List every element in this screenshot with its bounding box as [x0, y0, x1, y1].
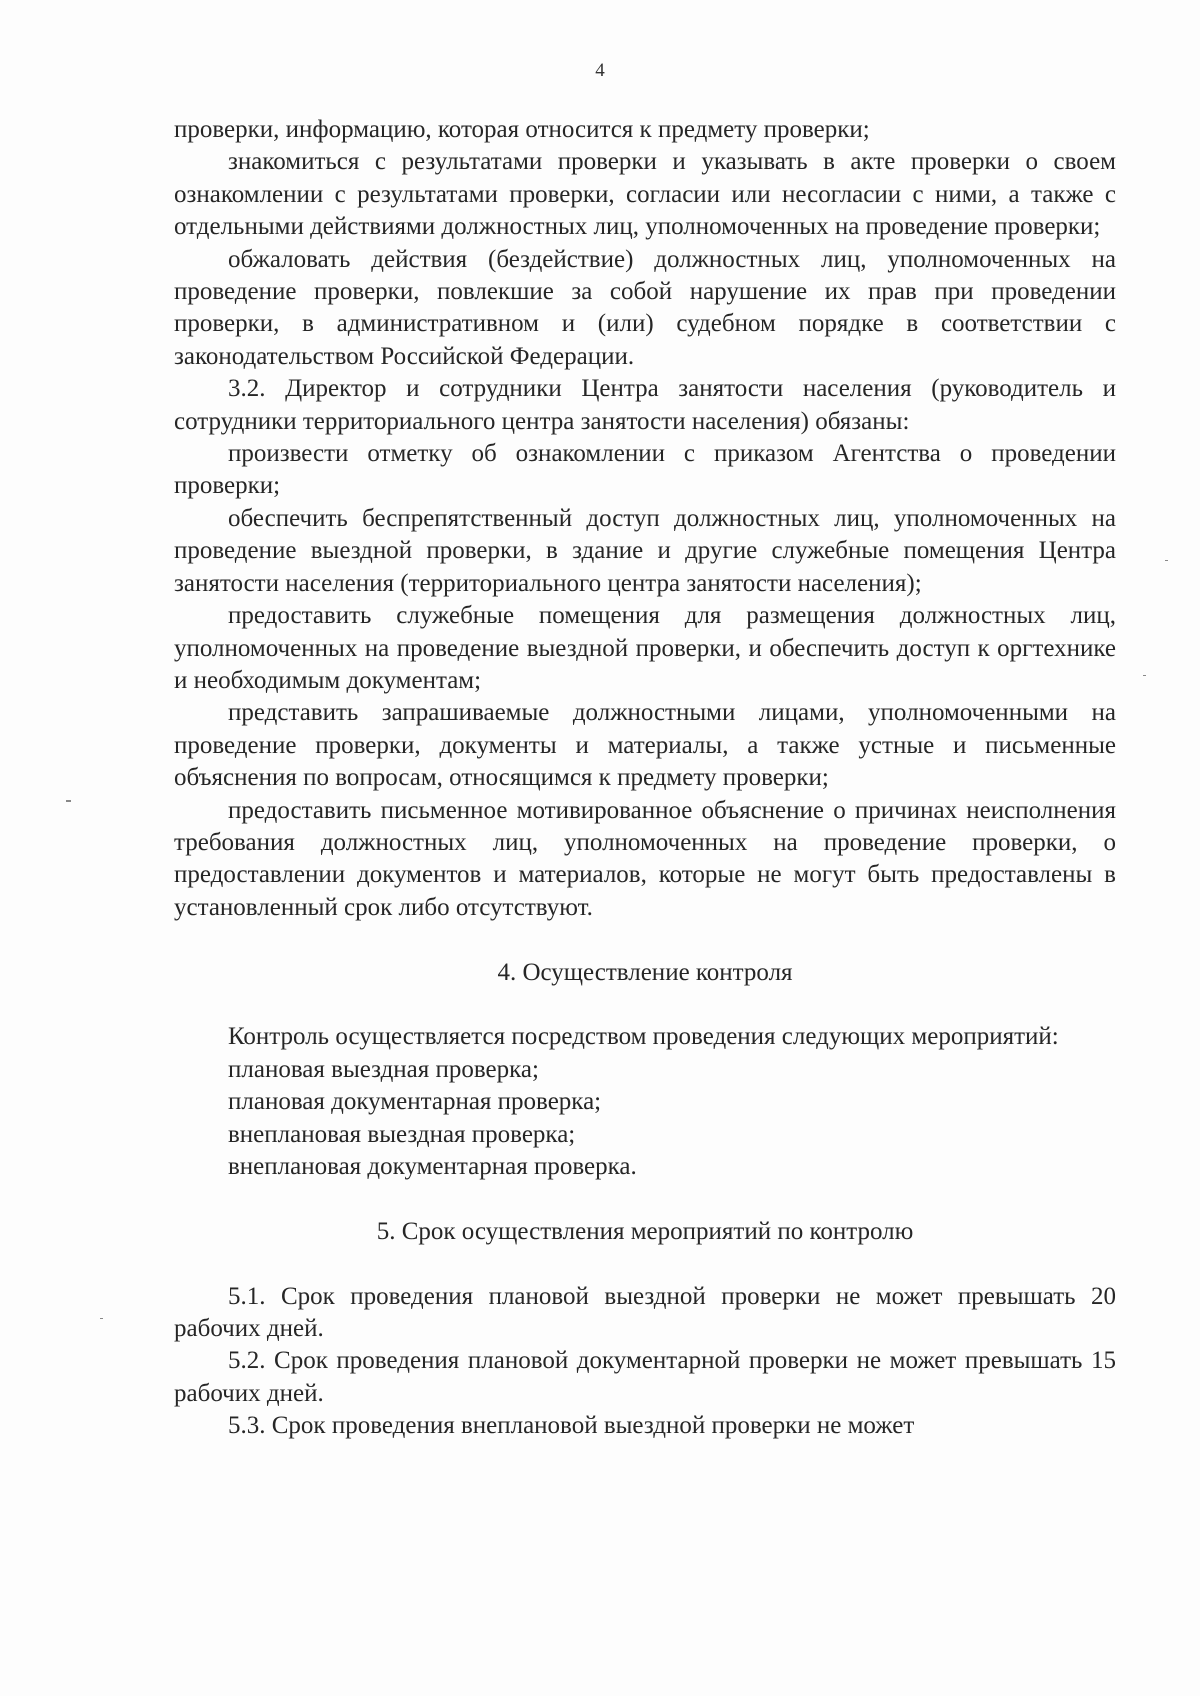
scan-speck [1165, 560, 1168, 561]
paragraph: обеспечить беспрепятственный доступ должностных лиц, уполномоченных на проведение выездной проверки, в здание и другие служебные помещения Центра занятости населения (территориального центра занятости населения); [174, 504, 1116, 597]
document-body [174, 114, 1116, 1443]
paragraph: 5.1. Срок проведения плановой выездной проверки не может превышать 20 рабочих дней. [174, 1282, 1116, 1342]
list-item: внеплановая выездная проверка; [228, 1120, 576, 1148]
section-heading: 4. Осуществление контроля [497, 958, 793, 986]
list-item: внеплановая документарная проверка. [228, 1152, 637, 1180]
scan-speck [100, 1318, 103, 1319]
paragraph: проверки, информацию, которая относится к предмету проверки; [174, 116, 870, 143]
paragraph: предоставить служебные помещения для размещения должностных лиц, уполномоченных на проведение выездной проверки, и обеспечить доступ к оргтехнике и необходимым документам; [174, 602, 1116, 694]
paragraph: произвести отметку об ознакомлении с приказом Агентства о проведении проверки; [174, 440, 1116, 500]
paragraph: 3.2. Директор и сотрудники Центра занятости населения (руководитель и сотрудники территориального центра занятости населения) обязаны: [174, 375, 1116, 435]
paragraph: предоставить письменное мотивированное объяснение о причинах неисполнения требования должностных лиц, уполномоченных на проведение проверки, о предоставлении документов и материалов, которые не могут быть предоставлены в установленный срок либо отсутствуют. [174, 796, 1116, 921]
spacer [174, 1248, 1116, 1280]
scan-speck [66, 800, 71, 802]
page-number: 4 [595, 60, 605, 81]
list-item: плановая документарная проверка; [228, 1088, 602, 1116]
paragraph: знакомиться с результатами проверки и указывать в акте проверки о своем ознакомлении с результатами проверки, согласии или несогласии с ними, а также с отдельными действиями должностных лиц, уполномоченных на проведение проверки; [174, 148, 1116, 241]
paragraph: Контроль осуществляется посредством проведения следующих мероприятий: [228, 1023, 1059, 1051]
spacer [174, 989, 1116, 1021]
spacer [174, 924, 1116, 956]
list-item: плановая выездная проверка; [228, 1055, 539, 1083]
paragraph: обжаловать действия (бездействие) должностных лиц, уполномоченных на проведение проверки, повлекшие за собой нарушение их прав при проведении проверки, в административном и (или) судебном порядке в соответствии с законодательством Российской Федерации. [174, 245, 1116, 370]
scan-speck [1143, 675, 1146, 676]
section-heading: 5. Срок осуществления мероприятий по контролю [376, 1217, 914, 1245]
paragraph: представить запрашиваемые должностными лицами, уполномоченными на проведение проверки, документы и материалы, а также устные и письменные объяснения по вопросам, относящимся к предмету проверки; [174, 699, 1116, 792]
spacer [174, 1183, 1116, 1215]
paragraph: 5.2. Срок проведения плановой документарной проверки не может превышать 15 рабочих дней. [174, 1347, 1116, 1407]
paragraph: 5.3. Срок проведения внеплановой выездной проверки не может [228, 1412, 915, 1440]
